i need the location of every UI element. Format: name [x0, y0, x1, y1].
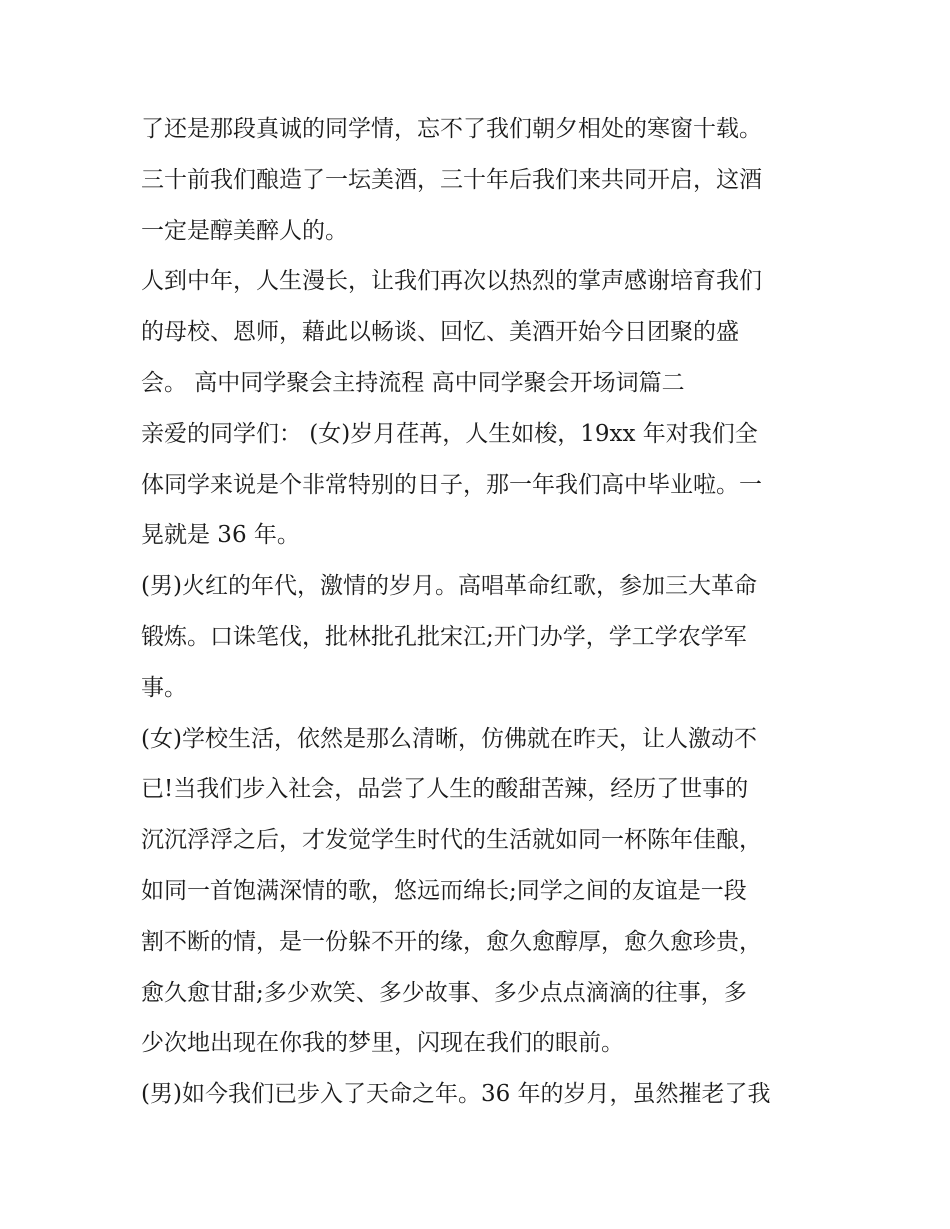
text-line: 事。 — [141, 674, 187, 701]
text-line: 一定是醇美醉人的。 — [141, 217, 348, 244]
text-line: 的母校、恩师，藉此以畅谈、回忆、美酒开始今日团聚的盛 — [141, 319, 739, 346]
text-line: 三十前我们酿造了一坛美酒，三十年后我们来共同开启，这酒 — [141, 166, 762, 193]
text-line: 割不断的情，是一份躲不开的缘，愈久愈醇厚，愈久愈珍贵， — [141, 928, 762, 955]
document-body-text — [141, 104, 821, 1120]
text-line: 会。 高中同学聚会主持流程 高中同学聚会开场词篇二 — [141, 369, 685, 396]
text-line: 晃就是 36 年。 — [141, 522, 300, 549]
text-line: 体同学来说是个非常特别的日子，那一年我们高中毕业啦。一 — [141, 471, 762, 498]
text-line: 少次地出现在你我的梦里，闪现在我们的眼前。 — [141, 1030, 624, 1057]
text-line: 亲爱的同学们： (女)岁月荏苒，人生如梭，19xx 年对我们全 — [141, 420, 758, 447]
text-line: 了还是那段真诚的同学情，忘不了我们朝夕相处的寒窗十载。 — [141, 116, 762, 142]
text-line: (男)火红的年代，激情的岁月。高唱革命红歌，参加三大革命 — [141, 573, 757, 600]
text-line: 已!当我们步入社会，品尝了人生的酸甜苦辣，经历了世事的 — [141, 776, 749, 803]
text-line: 如同一首饱满深情的歌，悠远而绵长;同学之间的友谊是一段 — [141, 877, 747, 904]
text-line: 愈久愈甘甜;多少欢笑、多少故事、多少点点滴滴的往事，多 — [141, 979, 747, 1006]
text-line: 锻炼。口诛笔伐，批林批孔批宋江;开门办学，学工学农学军 — [141, 623, 747, 650]
text-line: (女)学校生活，依然是那么清晰，仿佛就在昨天，让人激动不 — [141, 725, 757, 752]
text-line: 人到中年，人生漫长，让我们再次以热烈的掌声感谢培育我们 — [141, 268, 762, 295]
text-line: (男)如今我们已步入了天命之年。36 年的岁月，虽然摧老了我 — [141, 1081, 771, 1108]
text-line: 沉沉浮浮之后，才发觉学生时代的生活就如同一杯陈年佳酿， — [141, 827, 762, 854]
